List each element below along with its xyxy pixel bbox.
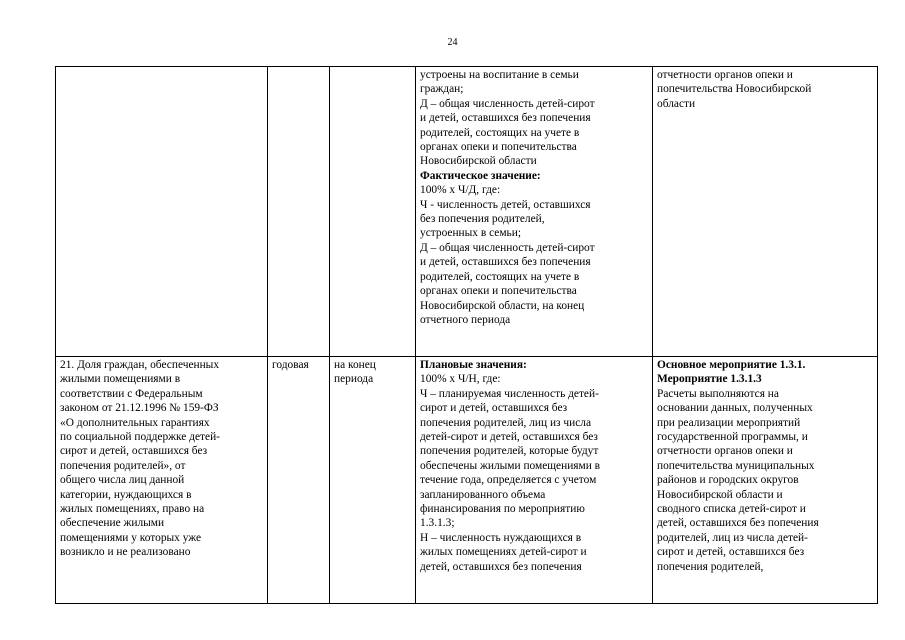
- cell-text-line: законом от 21.12.1996 № 159-ФЗ: [60, 402, 219, 415]
- cell-text-line: 100% х Ч/Д, где:: [420, 184, 501, 197]
- cell-text-line: граждан;: [420, 83, 464, 96]
- cell-text-line: без попечения родителей,: [420, 213, 545, 226]
- cell-text-line: сирот и детей, оставшихся без: [60, 445, 208, 458]
- cell-text-line: Новосибирской области и: [657, 488, 783, 501]
- cell-text-line: родителей, состоящих на учете в: [420, 270, 580, 283]
- cell-text-line: устроенных в семьи;: [420, 227, 521, 240]
- periodicity-cell: [268, 357, 330, 604]
- cell-text-line: устроены на воспитание в семьи: [420, 69, 579, 81]
- time-characteristic-cell: [330, 357, 416, 604]
- cell-text-line: попечительства муниципальных: [657, 459, 815, 472]
- cell-text-line: государственной программы, и: [657, 431, 808, 444]
- cell-text-line: органах опеки и попечительства: [420, 285, 577, 298]
- page-number: 24: [447, 37, 458, 48]
- cell-text-line: родителей, состоящих на учете в: [420, 126, 580, 139]
- cell-text-line: и детей, оставшихся без попечения: [420, 112, 591, 125]
- cell-text-line: финансирования по мероприятию: [420, 503, 585, 516]
- cell-text-line: отчетности органов опеки и: [657, 69, 793, 81]
- cell-text-line: соответствии с Федеральным: [60, 387, 203, 400]
- cell-text-line: попечения родителей, лиц из числа: [420, 416, 592, 429]
- cell-text-line: сводного списка детей-сирот и: [657, 503, 806, 516]
- cell-text-line: попечения родителей,: [657, 560, 764, 573]
- cell-text-line: детей, оставшихся без попечения: [657, 517, 819, 530]
- data-source-cell: [653, 357, 878, 604]
- cell-text-line: основании данных, полученных: [657, 402, 813, 415]
- data-source-cell: [653, 67, 878, 357]
- cell-text-line: Расчеты выполняются на: [657, 387, 779, 400]
- cell-text-line: при реализации мероприятий: [657, 416, 801, 429]
- cell-text-line: Н – численность нуждающихся в: [420, 531, 582, 544]
- cell-text-line: Ч - численность детей, оставшихся: [420, 198, 591, 211]
- cell-text-line: Мероприятие 1.3.1.3: [657, 373, 762, 386]
- cell-text-line: Фактическое значение:: [420, 169, 541, 182]
- cell-text-line: Новосибирской области: [420, 155, 537, 168]
- cell-text-line: на конец: [334, 359, 376, 371]
- cell-text-line: области: [657, 97, 696, 110]
- indicator-name-cell: [56, 67, 268, 357]
- cell-text-line: сирот и детей, оставшихся без: [420, 402, 568, 415]
- cell-text-line: обеспечение жилыми: [60, 517, 165, 530]
- table-row: [56, 357, 878, 604]
- cell-text-line: жилых помещениях детей-сирот и: [420, 546, 587, 559]
- calculation-method-cell: [416, 67, 653, 357]
- indicator-table: [55, 66, 878, 604]
- cell-text-line: запланированного объема: [420, 488, 546, 501]
- cell-text-line: органах опеки и попечительства: [420, 141, 577, 154]
- cell-text-line: сирот и детей, оставшихся без: [657, 546, 805, 559]
- calculation-method-cell: [416, 357, 653, 604]
- cell-text-line: 21. Доля граждан, обеспеченных: [60, 359, 220, 371]
- cell-text-line: отчетности органов опеки и: [657, 445, 793, 458]
- table-row: [56, 67, 878, 357]
- cell-text-line: Д – общая численность детей-сирот: [420, 97, 595, 110]
- cell-text-line: годовая: [272, 359, 309, 371]
- cell-text-line: категории, нуждающихся в: [60, 488, 192, 501]
- indicator-name-cell: [56, 357, 268, 604]
- cell-text-line: и детей, оставшихся без попечения: [420, 256, 591, 269]
- cell-text-line: детей, оставшихся без попечения: [420, 560, 582, 573]
- cell-text-line: помещениями у которых уже: [60, 531, 202, 544]
- cell-text-line: жилыми помещениями в: [60, 373, 181, 386]
- cell-text-line: детей-сирот и детей, оставшихся без: [420, 431, 598, 444]
- cell-text-line: 100% х Ч/Н, где:: [420, 373, 501, 386]
- cell-text-line: попечительства Новосибирской: [657, 83, 812, 96]
- cell-text-line: Ч – планируемая численность детей-: [420, 387, 599, 400]
- cell-text-line: «О дополнительных гарантиях: [60, 416, 210, 429]
- cell-text-line: течение года, определяется с учетом: [420, 474, 597, 487]
- cell-text-line: общего числа лиц данной: [60, 474, 185, 487]
- cell-text-line: периода: [334, 373, 374, 386]
- cell-text-line: обеспечены жилыми помещениями в: [420, 459, 601, 472]
- cell-text-line: возникло и не реализовано: [60, 546, 191, 559]
- cell-text-line: попечения родителей, которые будут: [420, 445, 599, 458]
- time-characteristic-cell: [330, 67, 416, 357]
- cell-text-line: по социальной поддержке детей-: [60, 431, 220, 444]
- periodicity-cell: [268, 67, 330, 357]
- cell-text-line: попечения родителей», от: [60, 459, 186, 472]
- cell-text-line: жилых помещениях, право на: [60, 503, 205, 516]
- cell-text-line: 1.3.1.3;: [420, 517, 455, 530]
- cell-text-line: Плановые значения:: [420, 359, 527, 371]
- cell-text-line: отчетного периода: [420, 313, 511, 326]
- cell-text-line: родителей, лиц из числа детей-: [657, 531, 808, 544]
- cell-text-line: Основное мероприятие 1.3.1.: [657, 359, 806, 371]
- cell-text-line: Д – общая численность детей-сирот: [420, 241, 595, 254]
- cell-text-line: Новосибирской области, на конец: [420, 299, 585, 312]
- cell-text-line: районов и городских округов: [657, 474, 799, 487]
